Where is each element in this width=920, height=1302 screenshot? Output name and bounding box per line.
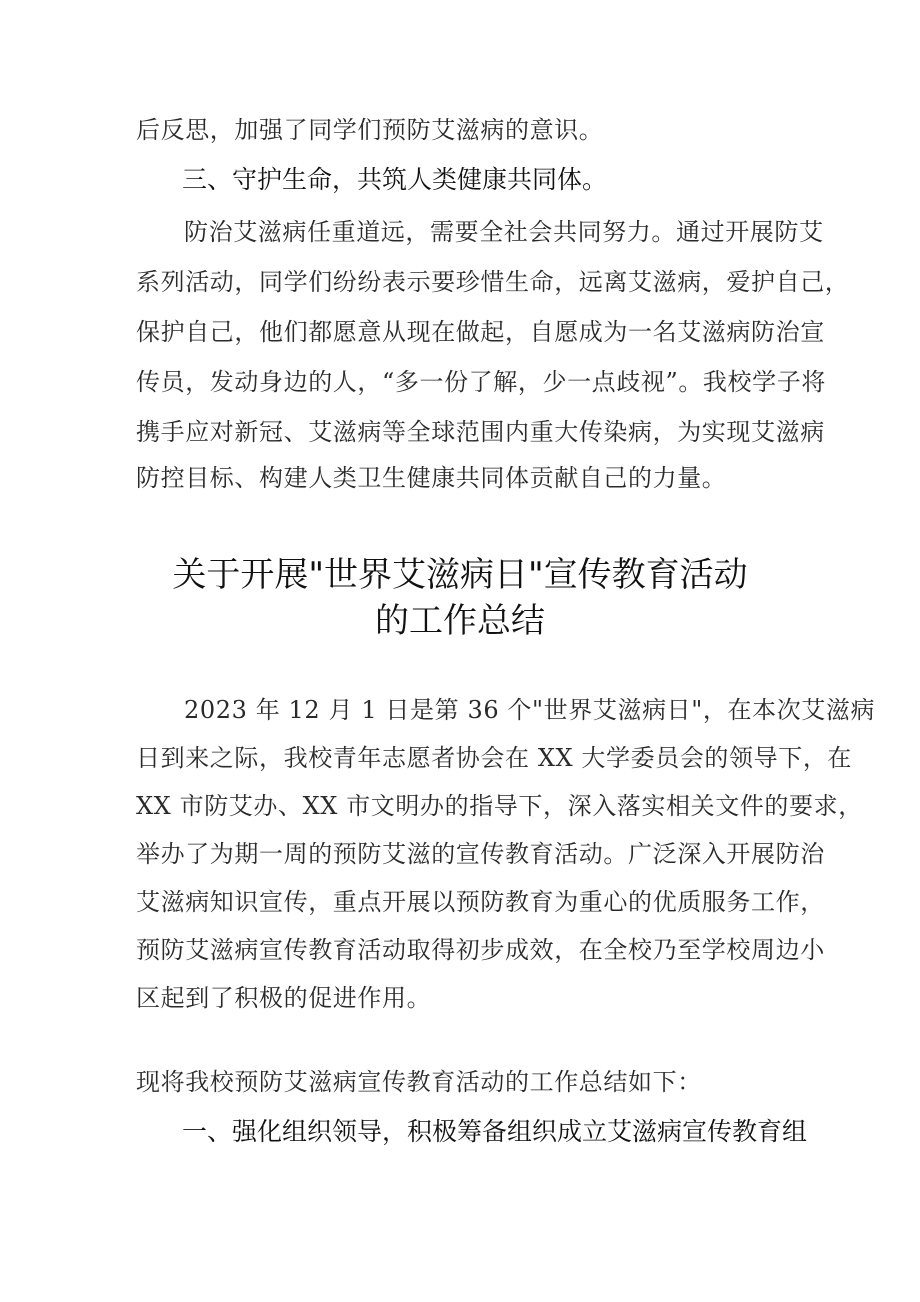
- text-line: XX 市防艾办、XX 市文明办的指导下，深入落实相关文件的要求，: [136, 792, 863, 820]
- document-title: 的工作总结: [375, 601, 545, 641]
- section-heading: 三、守护生命，共筑人类健康共同体。: [182, 165, 608, 194]
- text-line: 防治艾滋病任重道远，需要全社会共同努力。通过开展防艾: [184, 218, 824, 246]
- text-line: 预防艾滋病宣传教育活动取得初步成效，在全校乃至学校周边小: [136, 936, 825, 964]
- text-line: 日到来之际，我校青年志愿者协会在 XX 大学委员会的领导下，在: [136, 744, 853, 772]
- text-line: 举办了为期一周的预防艾滋的宣传教育活动。广泛深入开展防治: [136, 840, 825, 868]
- text-line: 艾滋病知识宣传，重点开展以预防教育为重心的优质服务工作，: [136, 888, 825, 916]
- text-line: 防控目标、构建人类卫生健康共同体贡献自己的力量。: [136, 464, 727, 492]
- text-line: 后反思，加强了同学们预防艾滋病的意识。: [136, 116, 604, 144]
- text-line: 保护自己，他们都愿意从现在做起，自愿成为一名艾滋病防治宣: [136, 318, 825, 346]
- section-heading: 一、强化组织领导，积极筹备组织成立艾滋病宣传教育组: [182, 1117, 808, 1146]
- summary-lead: 现将我校预防艾滋病宣传教育活动的工作总结如下：: [136, 1068, 702, 1096]
- text-line: 传员，发动身边的人，“多一份了解，少一点歧视”。我校学子将: [136, 368, 826, 396]
- text-line: 携手应对新冠、艾滋病等全球范围内重大传染病，为实现艾滋病: [136, 418, 825, 446]
- text-line: 区起到了积极的促进作用。: [136, 984, 432, 1012]
- text-line: 系列活动，同学们纷纷表示要珍惜生命，远离艾滋病，爱护自己，: [136, 268, 850, 296]
- text-line: 2023 年 12 月 1 日是第 36 个"世界艾滋病日"，在本次艾滋病: [184, 696, 876, 724]
- document-title: 关于开展"世界艾滋病日"宣传教育活动: [172, 555, 748, 595]
